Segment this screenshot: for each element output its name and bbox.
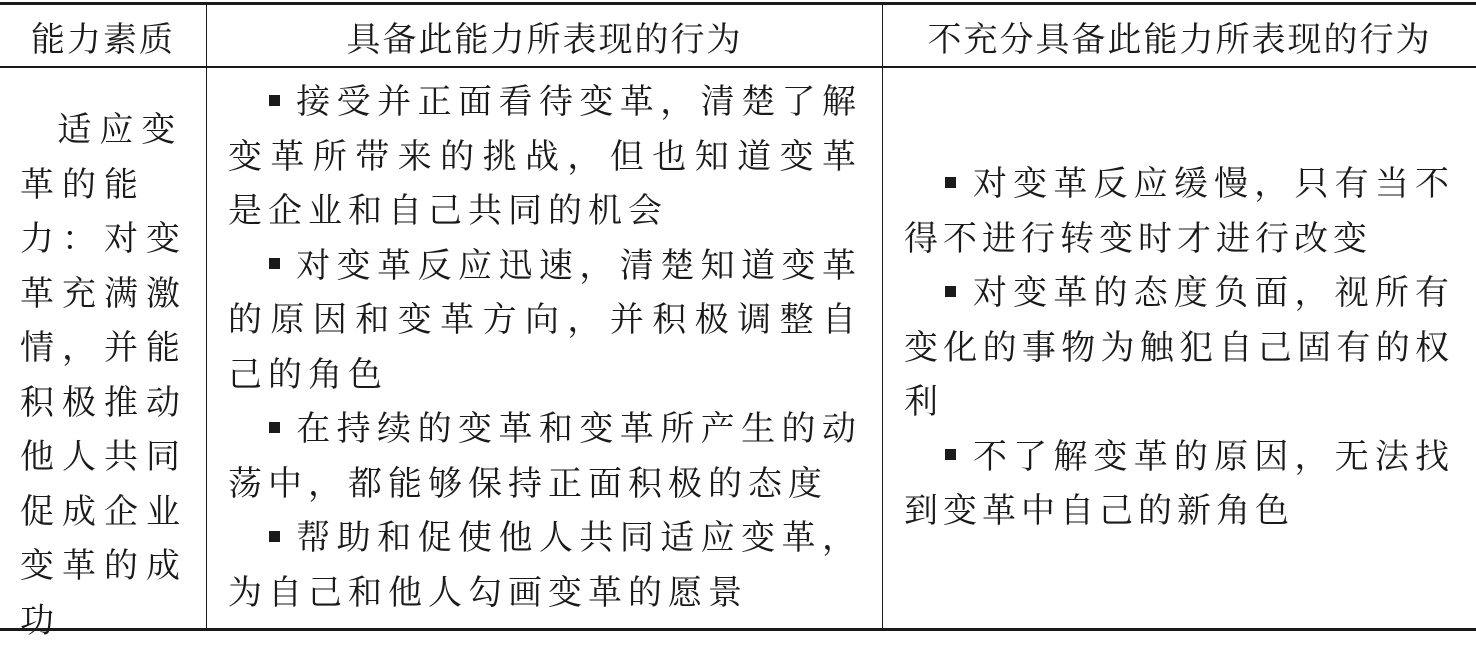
negative-behavior-item: 对变革的态度负面，视所有变化的事物为触犯自己固有的权利 (904, 273, 1454, 422)
table-top-rule (0, 2, 1476, 5)
competency-cell (20, 103, 190, 648)
bullet-icon (945, 449, 956, 460)
bullet-icon (269, 422, 280, 433)
positive-behavior-item: 对变革反应迅速，清楚知道变革的原因和变革方向，并积极调整自己的角色 (228, 245, 862, 395)
header-competency: 能力素质 (31, 19, 175, 60)
positive-behavior-item: 帮助和促使他人共同适应变革，为自己和他人勾画变革的愿景 (228, 518, 862, 613)
bullet-icon (269, 258, 280, 269)
column-divider-1 (206, 5, 207, 628)
bullet-icon (945, 286, 956, 297)
positive-behaviors-cell (228, 75, 862, 620)
bullet-icon (269, 531, 280, 542)
competency-text: 适应变革的能力：对变革充满激情，并能积极推动他人共同促成企业变革的成功 (20, 110, 188, 641)
positive-behavior-item: 接受并正面看待变革，清楚了解变革所带来的挑战，但也知道变革是企业和自己共同的机会 (228, 82, 862, 231)
bullet-icon (269, 95, 280, 106)
table-bottom-rule (0, 628, 1476, 631)
negative-behavior-item: 不了解变革的原因，无法找到变革中自己的新角色 (904, 436, 1454, 531)
positive-behavior-item: 在持续的变革和变革所产生的动荡中，都能够保持正面积极的态度 (228, 409, 862, 504)
negative-behaviors-cell (904, 157, 1454, 539)
column-divider-2 (882, 5, 883, 628)
header-bottom-rule (0, 66, 1476, 68)
bullet-icon (945, 177, 956, 188)
header-positive-behaviors: 具备此能力所表现的行为 (346, 19, 743, 60)
header-negative-behaviors: 不充分具备此能力所表现的行为 (927, 19, 1432, 60)
negative-behavior-item: 对变革反应缓慢，只有当不得不进行转变时才进行改变 (904, 164, 1454, 259)
